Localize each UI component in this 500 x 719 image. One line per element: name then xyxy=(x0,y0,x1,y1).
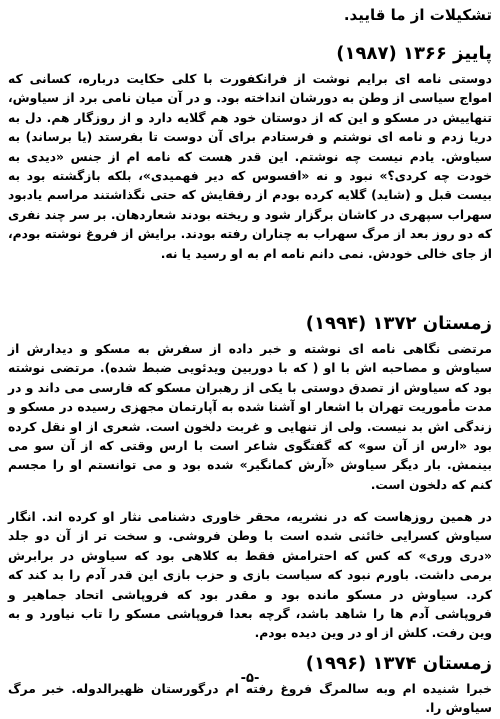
section-heading: زمستان ۱۳۷۲ (۱۹۹۴) xyxy=(305,313,492,334)
section-winter-1372 xyxy=(8,312,492,495)
section-paragraph: خبرا شنیده ام وبه سالمرگ فروغ رفته ام درگورستان ظهیرالدوله. خبر مرگ سیاوش را. xyxy=(8,682,492,716)
section-heading: پاییز ۱۳۶۶ (۱۹۸۷) xyxy=(336,43,492,64)
section-paragraph: در همین روزهاست که در نشریه، محقر خاوری دشنامی نثار او کرده اند. انگار سیاوش کسرایی خائنی شده است با وطن فروشی. و سخت تر از آن دو جلد «دری وری» که کس که احترامش فقط به کلاهی بود که سیاوش در برابرش برمی داشت. باورم نبود که سیاست بازی و حزب بازی این قدر آدم را بد کند که کرد. سیاوش در مسکو مانده بود و مقدر بود که فروپاشی اتحاد جماهیر و فروپاشی آدم ها را شاهد باشد، گرچه بعدا فروپاشی مسکو را تاب نیاورد و به وین رفت. کلش از او در وین دیده بودم. xyxy=(8,510,492,641)
section-paragraph: مرتضی نگاهی نامه ای نوشته و خبر داده از سفرش به مسکو و دیدارش از سیاوش و مصاحبه اش با او ( که با دوربین ویدئویی ضبط شده). مرتضی نوشته بود که سیاوش از تصدق دوستی با یکی از رهبران مسکو که فارسی می داند و در مدت مأموریت تهران با اشعار او آشنا شده به آپارتمان مجهزی رسیده در مسکو و زندگی اش بد نیست. ولی از تنهایی و غربت دلخون است. شعری از او نقل کرده بود «ارس از آن سو» که گفتگوی شاعر است با ارس وقتی که از آن سو می بینمش. بار دیگر سیاوش «آرش کمانگیر» شده بود و می توانستم او را مجسم کنم که دلخون است. xyxy=(8,342,492,492)
section-paragraph: دوستی نامه ای برایم نوشت از فرانکفورت با کلی حکایت درباره، کسانی که امواج سیاسی از وطن به دورشان انداخته بود. و در آن میان نامی برد از سیاوش، تنهاییش در مسکو و این که از دوستان خود هم گلایه دارد و از روزگار هم. دل به دریا زدم و نامه ای نوشتم و فرستادم برای آن دوست تا بفرستد (یا برساند) به سیاوش. یادم نیست چه نوشتم. این قدر هست که نامه ام از جنس «دیدی به خودت چه کردی؟» نبود و نه «افسوس که دیر فهمیدی»، بلکه بازگشته بود به بیست قبل و (شاید) گلایه کرده بودم از رفقایش که حتی نگذاشتند مراسم یادبود سهراب سپهری در کاشان برگزار شود و ریخته بودند شعاردهان. بر سر چند نفری که دو روز بعد از مرگ سهراب به چناران رفته بودند. برایش از فروغ نوشته بودم، از جای خالی خودش. نمی دانم نامه ام به او رسید یا نه. xyxy=(8,72,492,261)
page-number: -۵- xyxy=(240,671,260,686)
section-continuation-paragraph xyxy=(8,508,492,644)
section-heading: زمستان ۱۳۷۴ (۱۹۹۶) xyxy=(305,653,492,674)
continued-text-line: تشکیلات از ما قایید. xyxy=(343,6,492,24)
section-autumn-1366 xyxy=(8,42,492,264)
